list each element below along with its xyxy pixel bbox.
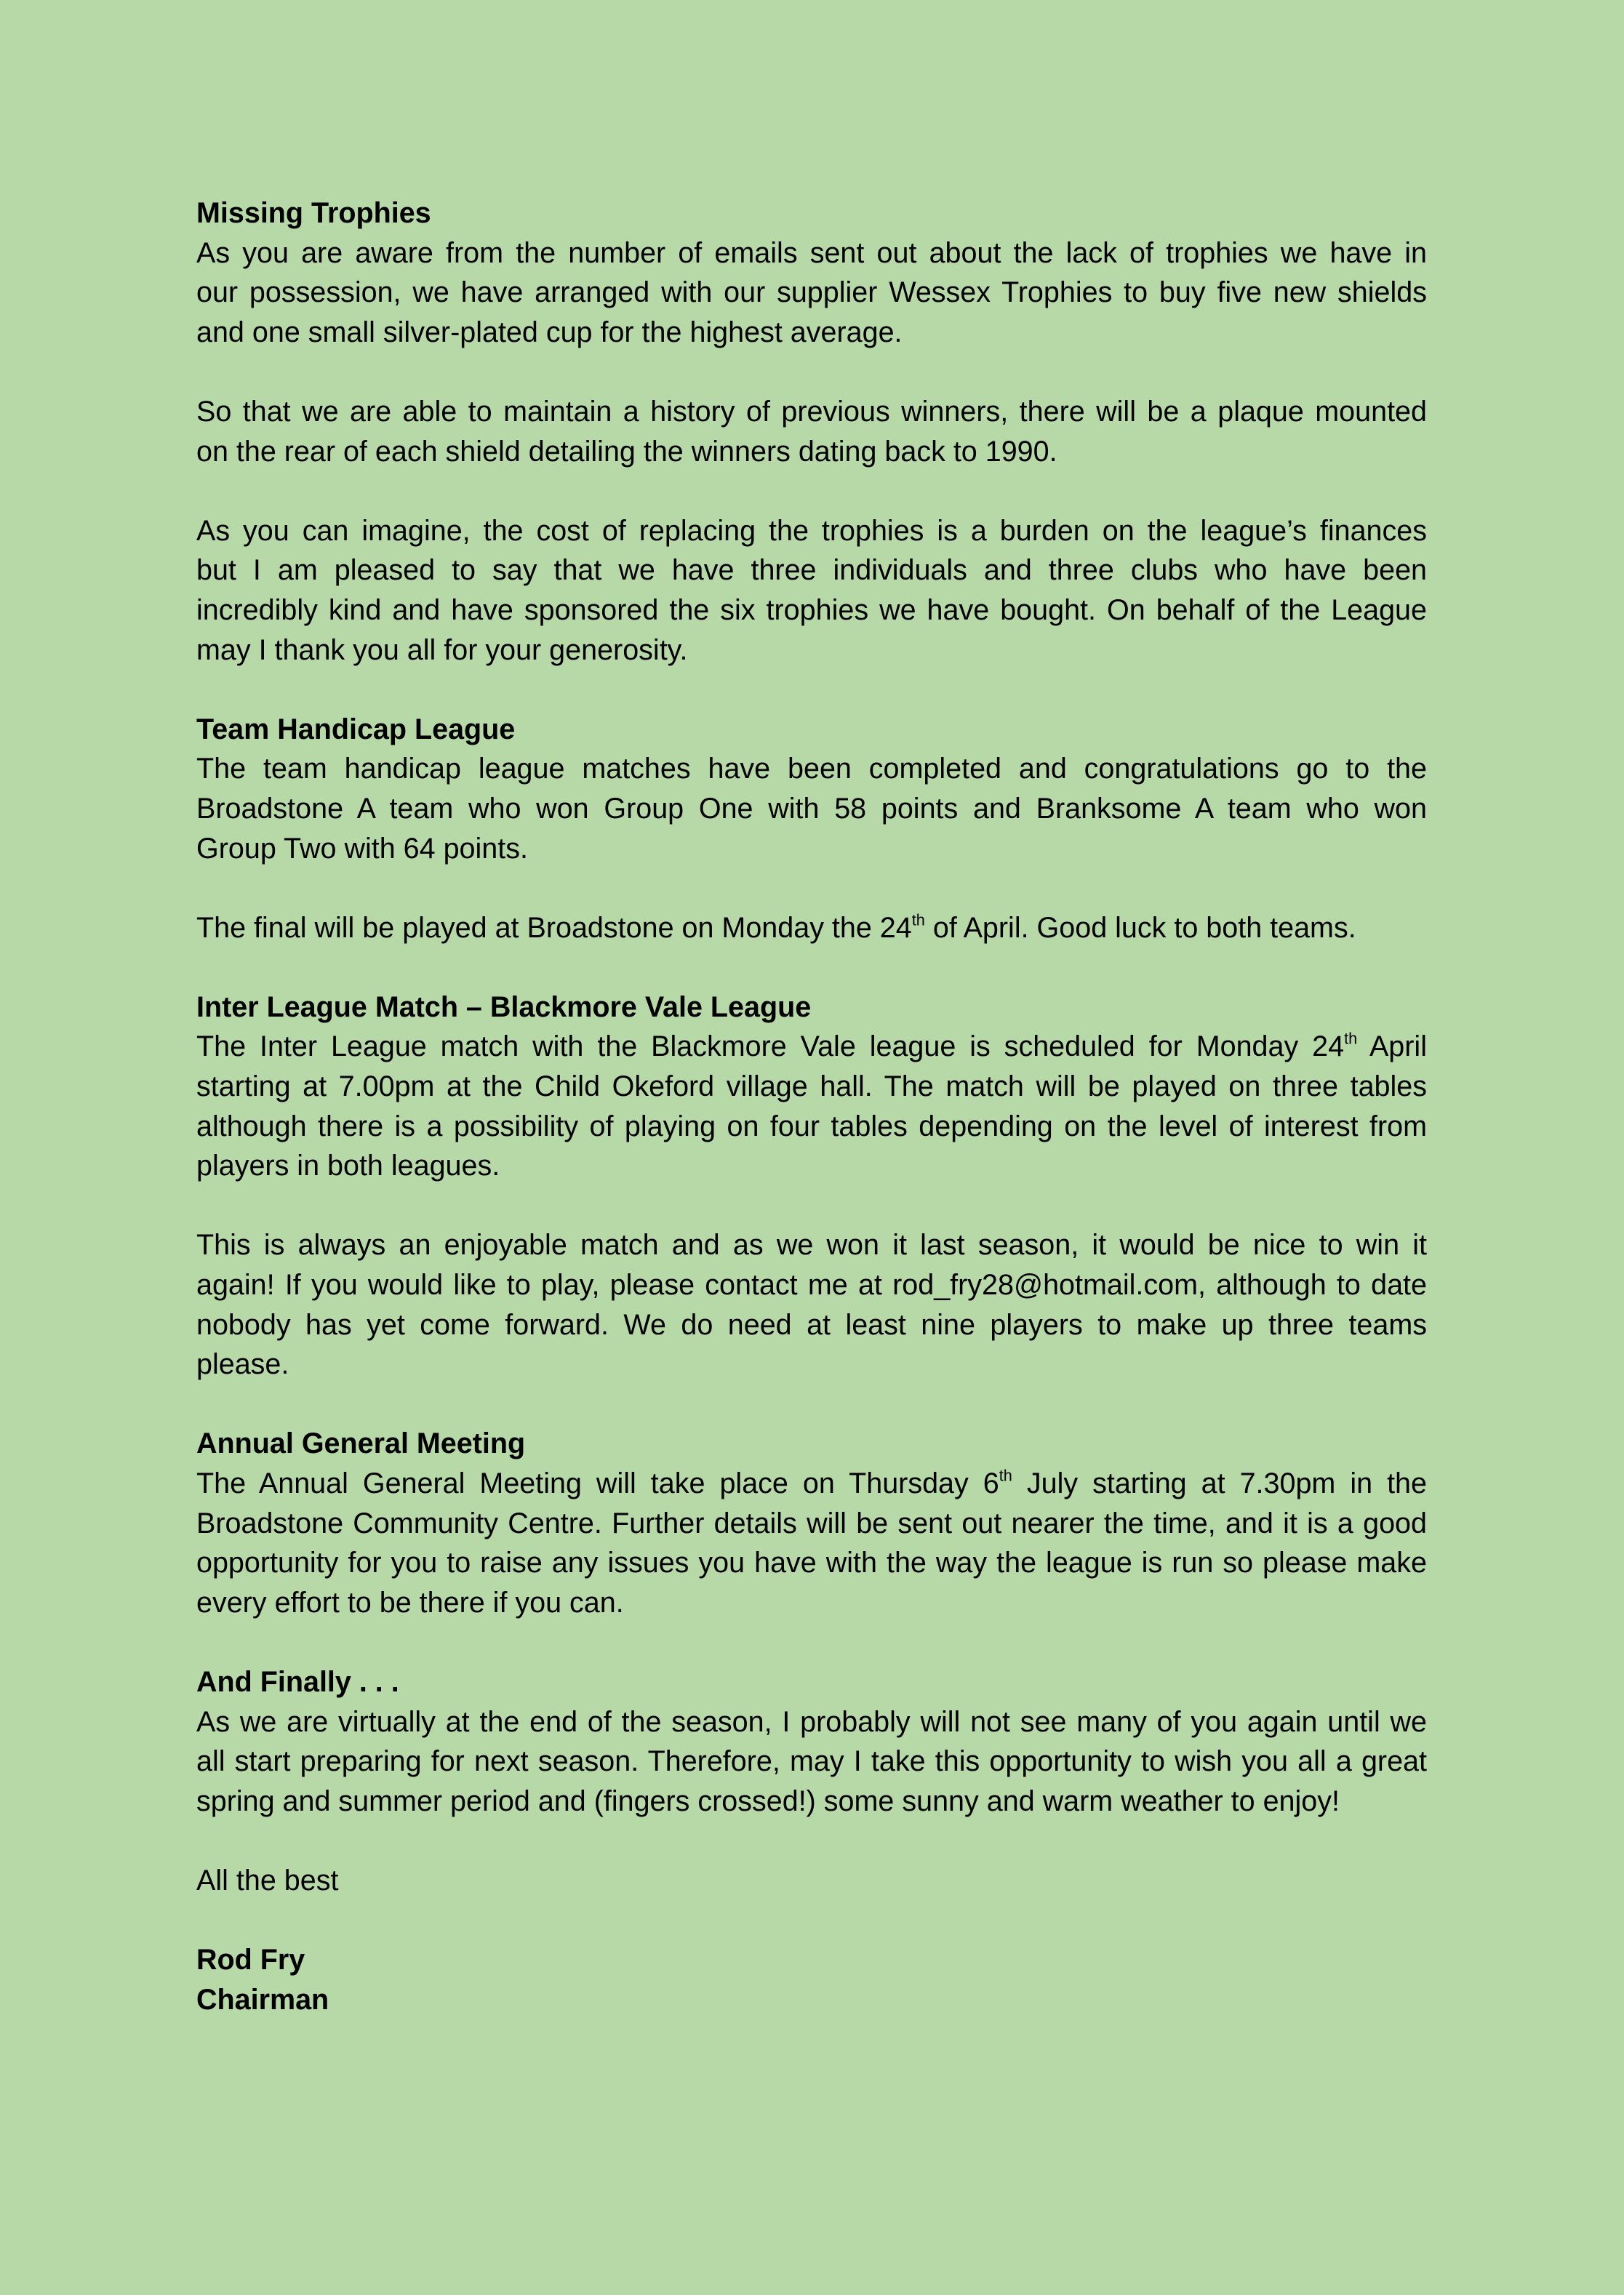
paragraph (196, 233, 1427, 353)
text-line: may I thank you all for your generosity. (196, 633, 688, 666)
text-line: As you are aware from the number of emails sent out about the lack of trophies we have in (196, 236, 1427, 269)
text-fragment: The Inter League match with the Blackmore Vale league is scheduled for Monday 24 (196, 1030, 1345, 1063)
text-line: every effort to be there if you can. (196, 1586, 624, 1619)
spacer (196, 471, 1427, 511)
text-line: Group Two with 64 points. (196, 832, 528, 865)
paragraph (196, 392, 1427, 471)
ordinal-suffix: th (1344, 1030, 1358, 1049)
closing-line: All the best (196, 1864, 339, 1897)
ordinal-suffix: th (999, 1466, 1012, 1485)
text-line-final-date (196, 908, 1427, 948)
spacer (196, 352, 1427, 392)
spacer (196, 868, 1427, 908)
text-fragment: July starting at 7.30pm in the (1012, 1467, 1427, 1499)
spacer (196, 1901, 1427, 1941)
paragraph (196, 1464, 1427, 1622)
text-line: and one small silver-plated cup for the highest average. (196, 316, 903, 348)
text-line (196, 1027, 1427, 1067)
signature-title: Chairman (196, 1983, 329, 2016)
text-line: As we are virtually at the end of the season, I probably will not see many of you again until we (196, 1705, 1427, 1738)
text-line (196, 1464, 1427, 1504)
text-line: Broadstone Community Centre. Further details will be sent out nearer the time, and it is a good (196, 1507, 1427, 1539)
spacer (196, 1385, 1427, 1425)
text-fragment: April (1357, 1030, 1427, 1063)
ordinal-suffix: th (911, 910, 925, 929)
text-line: As you can imagine, the cost of replacing the trophies is a burden on the league’s finances (196, 514, 1427, 547)
signature-name: Rod Fry (196, 1944, 305, 1976)
paragraph (196, 1027, 1427, 1185)
text-line: spring and summer period and (fingers crossed!) some sunny and warm weather to enjoy! (196, 1785, 1340, 1817)
text-line: So that we are able to maintain a history of previous winners, there will be a plaque mounted (196, 395, 1427, 428)
text-line: This is always an enjoyable match and as we won it last season, it would be nice to win it (196, 1229, 1427, 1262)
text-line: please. (196, 1348, 289, 1381)
section-heading-missing-trophies: Missing Trophies (196, 197, 431, 229)
text-line: but I am pleased to say that we have three individuals and three clubs who have been (196, 554, 1427, 587)
spacer (196, 948, 1427, 988)
spacer (196, 670, 1427, 710)
section-heading-inter-league-match: Inter League Match – Blackmore Vale League (196, 990, 812, 1023)
text-fragment: of April. Good luck to both teams. (924, 911, 1356, 944)
text-line: starting at 7.00pm at the Child Okeford village hall. The match will be played on three tables (196, 1070, 1427, 1103)
text-line: on the rear of each shield detailing the winners dating back to 1990. (196, 435, 1057, 468)
paragraph (196, 511, 1427, 670)
text-line: nobody has yet come forward. We do need at least nine players to make up three teams (196, 1308, 1427, 1341)
text-fragment: The Annual General Meeting will take place on Thursday 6 (196, 1467, 999, 1499)
text-line: players in both leagues. (196, 1150, 500, 1182)
text-line: opportunity for you to raise any issues you have with the way the league is run so please make (196, 1547, 1427, 1579)
section-heading-annual-general-meeting: Annual General Meeting (196, 1427, 526, 1460)
paragraph (196, 749, 1427, 868)
spacer (196, 1622, 1427, 1662)
text-line: again! If you would like to play, please contact me at rod_fry28@hotmail.com, although to date (196, 1269, 1427, 1302)
text-line: Broadstone A team who won Group One with 58 points and Branksome A team who won (196, 792, 1427, 825)
paragraph (196, 1225, 1427, 1384)
text-line: all start preparing for next season. Therefore, may I take this opportunity to wish you all a great (196, 1745, 1427, 1778)
text-line: The team handicap league matches have been completed and congratulations go to the (196, 753, 1427, 785)
spacer (196, 1186, 1427, 1226)
section-heading-and-finally: And Finally . . . (196, 1665, 399, 1698)
text-fragment: The final will be played at Broadstone on Monday the 24 (196, 911, 912, 944)
newsletter-page (196, 193, 1427, 2019)
paragraph (196, 1702, 1427, 1822)
section-heading-team-handicap-league: Team Handicap League (196, 713, 516, 745)
text-line: although there is a possibility of playing on four tables depending on the level of interest from (196, 1110, 1427, 1142)
spacer (196, 1821, 1427, 1861)
text-line: our possession, we have arranged with our supplier Wessex Trophies to buy five new shields (196, 276, 1427, 309)
text-line: incredibly kind and have sponsored the six trophies we have bought. On behalf of the League (196, 593, 1427, 626)
